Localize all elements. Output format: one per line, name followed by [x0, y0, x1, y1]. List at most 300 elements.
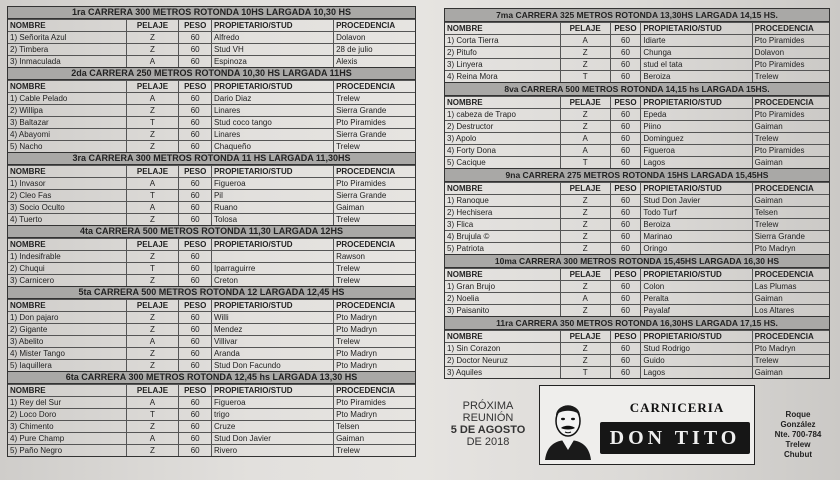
coat: Z — [126, 214, 179, 226]
horse-name: 5) Nacho — [8, 141, 126, 153]
race-title: 9na CARRERA 275 METROS ROTONDA 15HS LARGADA 15,45HS — [445, 169, 829, 182]
table-header-row — [8, 300, 415, 312]
coat: A — [126, 397, 179, 409]
column-header-origin: PROCEDENCIA — [334, 300, 415, 312]
horse-name: 3) Apolo — [445, 133, 560, 145]
owner: Figueroa — [211, 397, 333, 409]
race-table — [8, 299, 415, 371]
table-row — [8, 44, 415, 56]
column-header-pelaje: PELAJE — [560, 331, 610, 343]
table-row — [8, 93, 415, 105]
race-table — [445, 22, 829, 82]
table-row — [445, 293, 829, 305]
ad-title: CARNICERIA — [629, 400, 725, 415]
origin: Pto Piramides — [334, 117, 415, 129]
owner: Creton — [211, 275, 333, 287]
table-row — [8, 433, 415, 445]
next-meeting-line2: REUNIÓN — [462, 412, 514, 424]
origin: Telsen — [752, 207, 829, 219]
horse-name: 2) Gigante — [8, 324, 126, 336]
next-meeting-year: DE 2018 — [466, 436, 510, 448]
race-table — [445, 182, 829, 254]
origin: Rawson — [334, 251, 415, 263]
table-header-row — [8, 239, 415, 251]
owner: Stud VH — [211, 44, 333, 56]
table-row — [445, 157, 829, 169]
race-block — [7, 286, 416, 371]
right-column — [444, 8, 830, 379]
owner: Lagos — [641, 367, 752, 379]
column-header-origin: PROCEDENCIA — [334, 81, 415, 93]
horse-name: 2) Cleo Fas — [8, 190, 126, 202]
column-header-peso: PESO — [179, 81, 212, 93]
coat: A — [560, 293, 610, 305]
horse-name: 4) Reina Mora — [445, 71, 560, 83]
weight: 60 — [179, 190, 212, 202]
table-row — [445, 59, 829, 71]
horse-name: 4) Brujula © — [445, 231, 560, 243]
column-header-peso: PESO — [179, 300, 212, 312]
left-column — [7, 6, 416, 457]
coat: Z — [126, 105, 179, 117]
owner: Stud Don Javier — [211, 433, 333, 445]
column-header-origin: PROCEDENCIA — [752, 331, 829, 343]
table-header-row — [445, 183, 829, 195]
coat: Z — [560, 281, 610, 293]
table-header-row — [8, 166, 415, 178]
weight: 60 — [610, 355, 641, 367]
table-row — [445, 305, 829, 317]
table-header-row — [445, 331, 829, 343]
horse-name: 3) Aquiles — [445, 367, 560, 379]
column-header-origin: PROCEDENCIA — [752, 183, 829, 195]
table-row — [8, 263, 415, 275]
table-header-row — [445, 269, 829, 281]
owner: Mendez — [211, 324, 333, 336]
weight: 60 — [610, 195, 641, 207]
horse-name: 4) Tuerto — [8, 214, 126, 226]
table-row — [445, 367, 829, 379]
coat: Z — [560, 121, 610, 133]
origin: Gaiman — [752, 293, 829, 305]
column-header-pelaje: PELAJE — [560, 269, 610, 281]
origin: Dolavon — [334, 32, 415, 44]
race-title: 4ta CARRERA 500 METROS ROTONDA 11,30 LARGADA 12HS — [8, 226, 415, 238]
weight: 60 — [179, 348, 212, 360]
table-row — [8, 56, 415, 68]
coat: Z — [126, 32, 179, 44]
race-title: 3ra CARRERA 300 METROS ROTONDA 11 HS LARGADA 11,30HS — [8, 153, 415, 165]
column-header-owner: PROPIETARIO/STUD — [211, 166, 333, 178]
race-block — [444, 82, 830, 168]
origin: Trelew — [334, 141, 415, 153]
table-row — [8, 32, 415, 44]
origin: Trelew — [334, 263, 415, 275]
weight: 60 — [610, 293, 641, 305]
column-header-peso: PESO — [179, 239, 212, 251]
owner: Cruze — [211, 421, 333, 433]
origin: Pto Madryn — [334, 348, 415, 360]
coat: T — [126, 190, 179, 202]
horse-name: 1) Cable Pelado — [8, 93, 126, 105]
coat: Z — [126, 421, 179, 433]
owner: Figueroa — [641, 145, 752, 157]
table-row — [8, 336, 415, 348]
next-meeting-line1: PRÓXIMA — [462, 400, 514, 412]
weight: 60 — [179, 214, 212, 226]
horse-name: 2) Loco Doro — [8, 409, 126, 421]
table-row — [445, 343, 829, 355]
table-header-row — [8, 20, 415, 32]
horse-name: 5) Iaquillera — [8, 360, 126, 372]
race-table — [8, 165, 415, 225]
race-table — [8, 19, 415, 67]
table-row — [8, 190, 415, 202]
origin: Pto Madryn — [334, 324, 415, 336]
table-row — [445, 35, 829, 47]
horse-name: 1) Señorita Azul — [8, 32, 126, 44]
horse-name: 1) Corta Tierra — [445, 35, 560, 47]
owner: Ruano — [211, 202, 333, 214]
origin: Sierra Grande — [334, 129, 415, 141]
origin: Pto Madryn — [334, 360, 415, 372]
table-row — [445, 121, 829, 133]
horse-name: 3) Abelito — [8, 336, 126, 348]
horse-name: 4) Forty Dona — [445, 145, 560, 157]
origin: Trelew — [752, 71, 829, 83]
owner: Stud Rodrigo — [641, 343, 752, 355]
weight: 60 — [179, 324, 212, 336]
table-row — [8, 105, 415, 117]
table-row — [8, 141, 415, 153]
coat: A — [126, 202, 179, 214]
race-block — [444, 254, 830, 316]
horse-name: 4) Abayomi — [8, 129, 126, 141]
race-title: 8va CARRERA 500 METROS ROTONDA 14,15 hs LARGADA 15HS. — [445, 83, 829, 96]
table-row — [8, 214, 415, 226]
coat: T — [560, 157, 610, 169]
owner: Beroiza — [641, 219, 752, 231]
weight: 60 — [179, 93, 212, 105]
table-row — [445, 195, 829, 207]
coat: T — [126, 409, 179, 421]
race-title: 2da CARRERA 250 METROS ROTONDA 10,30 HS LARGADA 11HS — [8, 68, 415, 80]
column-header-pelaje: PELAJE — [126, 81, 179, 93]
coat: Z — [126, 324, 179, 336]
weight: 60 — [610, 59, 641, 71]
owner: Payalaf — [641, 305, 752, 317]
race-title: 11ra CARRERA 350 METROS ROTONDA 16,30HS LARGADA 17,15 HS. — [445, 317, 829, 330]
butcher-ad — [539, 385, 755, 465]
coat: A — [126, 433, 179, 445]
horse-name: 3) Linyera — [445, 59, 560, 71]
column-header-pelaje: PELAJE — [126, 239, 179, 251]
weight: 60 — [179, 117, 212, 129]
weight: 60 — [179, 251, 212, 263]
column-header-name: NOMBRE — [8, 300, 126, 312]
race-block — [444, 8, 830, 82]
table-row — [445, 133, 829, 145]
coat: Z — [560, 195, 610, 207]
column-header-name: NOMBRE — [8, 166, 126, 178]
race-block — [7, 152, 416, 225]
column-header-owner: PROPIETARIO/STUD — [211, 300, 333, 312]
owner: Colon — [641, 281, 752, 293]
weight: 60 — [610, 281, 641, 293]
table-row — [445, 145, 829, 157]
column-header-peso: PESO — [179, 20, 212, 32]
coat: Z — [126, 360, 179, 372]
column-header-pelaje: PELAJE — [560, 183, 610, 195]
column-header-origin: PROCEDENCIA — [752, 97, 829, 109]
weight: 60 — [610, 343, 641, 355]
column-header-peso: PESO — [610, 183, 641, 195]
weight: 60 — [179, 360, 212, 372]
horse-name: 3) Baltazar — [8, 117, 126, 129]
horse-name: 3) Chimento — [8, 421, 126, 433]
column-header-peso: PESO — [610, 23, 641, 35]
table-row — [445, 355, 829, 367]
weight: 60 — [610, 207, 641, 219]
coat: Z — [560, 243, 610, 255]
horse-name: 5) Cacique — [445, 157, 560, 169]
horse-name: 4) Pure Champ — [8, 433, 126, 445]
column-header-name: NOMBRE — [8, 239, 126, 251]
origin: Trelew — [752, 355, 829, 367]
origin: Pto Piramides — [752, 35, 829, 47]
horse-name: 1) Gran Brujo — [445, 281, 560, 293]
race-table — [8, 80, 415, 152]
column-header-owner: PROPIETARIO/STUD — [211, 385, 333, 397]
table-row — [8, 360, 415, 372]
weight: 60 — [179, 409, 212, 421]
coat: Z — [560, 305, 610, 317]
horse-name: 1) Don pajaro — [8, 312, 126, 324]
column-header-pelaje: PELAJE — [560, 97, 610, 109]
owner: Stud coco tango — [211, 117, 333, 129]
owner: Marinao — [641, 231, 752, 243]
horse-name: 4) Mister Tango — [8, 348, 126, 360]
column-header-owner: PROPIETARIO/STUD — [211, 239, 333, 251]
weight: 60 — [179, 56, 212, 68]
race-block — [444, 168, 830, 254]
address-line: Nte. 700-784 — [774, 430, 822, 439]
column-header-peso: PESO — [179, 385, 212, 397]
owner: Lagos — [641, 157, 752, 169]
origin: Las Plumas — [752, 281, 829, 293]
weight: 60 — [179, 312, 212, 324]
horse-name: 3) Inmaculada — [8, 56, 126, 68]
horse-name: 2) Willipa — [8, 105, 126, 117]
origin: Sierra Grande — [334, 190, 415, 202]
origin: 28 de julio — [334, 44, 415, 56]
race-title: 7ma CARRERA 325 METROS ROTONDA 13,30HS LARGADA 14,15 HS. — [445, 9, 829, 22]
weight: 60 — [179, 32, 212, 44]
origin: Sierra Grande — [752, 231, 829, 243]
table-row — [8, 397, 415, 409]
column-header-pelaje: PELAJE — [126, 385, 179, 397]
next-meeting-date: 5 DE AGOSTO — [450, 424, 526, 436]
owner: Stud Don Facundo — [211, 360, 333, 372]
weight: 60 — [179, 263, 212, 275]
coat: Z — [126, 251, 179, 263]
origin: Trelew — [334, 275, 415, 287]
column-header-name: NOMBRE — [445, 331, 560, 343]
horse-name: 1) Sin Corazon — [445, 343, 560, 355]
table-row — [445, 281, 829, 293]
column-header-peso: PESO — [610, 331, 641, 343]
owner: Peralta — [641, 293, 752, 305]
horse-name: 2) Timbera — [8, 44, 126, 56]
horse-name: 1) Invasor — [8, 178, 126, 190]
horse-name: 3) Paisanito — [445, 305, 560, 317]
table-header-row — [445, 97, 829, 109]
owner: Todo Turf — [641, 207, 752, 219]
table-row — [445, 243, 829, 255]
table-row — [8, 117, 415, 129]
table-row — [8, 445, 415, 457]
column-header-name: NOMBRE — [445, 269, 560, 281]
coat: Z — [126, 141, 179, 153]
column-header-owner: PROPIETARIO/STUD — [641, 97, 752, 109]
race-table — [8, 384, 415, 456]
weight: 60 — [179, 141, 212, 153]
horse-name: 2) Noelia — [445, 293, 560, 305]
table-row — [445, 219, 829, 231]
address-line: González — [780, 420, 816, 429]
origin: Trelew — [752, 133, 829, 145]
origin: Gaiman — [752, 157, 829, 169]
column-header-origin: PROCEDENCIA — [334, 239, 415, 251]
owner: Stud Don Javier — [641, 195, 752, 207]
origin: Trelew — [334, 93, 415, 105]
horse-name: 2) Chuqui — [8, 263, 126, 275]
owner: trigo — [211, 409, 333, 421]
weight: 60 — [179, 202, 212, 214]
column-header-pelaje: PELAJE — [560, 23, 610, 35]
weight: 60 — [179, 105, 212, 117]
horse-name: 1) cabeza de Trapo — [445, 109, 560, 121]
race-block — [7, 67, 416, 152]
owner — [211, 251, 333, 263]
column-header-pelaje: PELAJE — [126, 20, 179, 32]
coat: T — [560, 71, 610, 83]
owner: Espinoza — [211, 56, 333, 68]
table-row — [8, 178, 415, 190]
race-block — [7, 225, 416, 286]
coat: T — [560, 367, 610, 379]
weight: 60 — [610, 231, 641, 243]
weight: 60 — [610, 145, 641, 157]
column-header-owner: PROPIETARIO/STUD — [641, 331, 752, 343]
column-header-owner: PROPIETARIO/STUD — [641, 269, 752, 281]
column-header-name: NOMBRE — [8, 20, 126, 32]
origin: Trelew — [752, 219, 829, 231]
owner: Tolosa — [211, 214, 333, 226]
column-header-origin: PROCEDENCIA — [334, 166, 415, 178]
weight: 60 — [610, 157, 641, 169]
origin: Telsen — [334, 421, 415, 433]
coat: A — [560, 133, 610, 145]
coat: Z — [560, 219, 610, 231]
coat: Z — [560, 207, 610, 219]
coat: A — [126, 93, 179, 105]
origin: Alexis — [334, 56, 415, 68]
column-header-owner: PROPIETARIO/STUD — [641, 183, 752, 195]
coat: Z — [560, 355, 610, 367]
owner: Aranda — [211, 348, 333, 360]
table-header-row — [445, 23, 829, 35]
horse-name: 1) Indesifrable — [8, 251, 126, 263]
race-block — [444, 316, 830, 379]
horse-name: 1) Ranoque — [445, 195, 560, 207]
origin: Pto Madryn — [334, 312, 415, 324]
coat: Z — [560, 109, 610, 121]
coat: A — [126, 56, 179, 68]
horse-name: 2) Hechisera — [445, 207, 560, 219]
column-header-owner: PROPIETARIO/STUD — [641, 23, 752, 35]
table-row — [445, 47, 829, 59]
weight: 60 — [179, 275, 212, 287]
owner: Willi — [211, 312, 333, 324]
origin: Trelew — [334, 336, 415, 348]
column-header-pelaje: PELAJE — [126, 300, 179, 312]
owner: Chaqueño — [211, 141, 333, 153]
origin: Pto Madryn — [752, 343, 829, 355]
weight: 60 — [610, 35, 641, 47]
owner: Dario Diaz — [211, 93, 333, 105]
race-title: 6ta CARRERA 300 METROS ROTONDA 12,45 hs LARGADA 13,30 HS — [8, 372, 415, 384]
weight: 60 — [179, 336, 212, 348]
column-header-name: NOMBRE — [445, 97, 560, 109]
origin: Dolavon — [752, 47, 829, 59]
horse-name: 3) Socio Oculto — [8, 202, 126, 214]
race-table — [8, 238, 415, 286]
weight: 60 — [179, 445, 212, 457]
weight: 60 — [179, 44, 212, 56]
table-header-row — [8, 81, 415, 93]
coat: T — [126, 263, 179, 275]
column-header-owner: PROPIETARIO/STUD — [211, 81, 333, 93]
weight: 60 — [610, 109, 641, 121]
column-header-name: NOMBRE — [8, 81, 126, 93]
table-header-row — [8, 385, 415, 397]
coat: A — [560, 145, 610, 157]
coat: T — [126, 117, 179, 129]
column-header-peso: PESO — [610, 269, 641, 281]
column-header-pelaje: PELAJE — [126, 166, 179, 178]
horse-name: 2) Destructor — [445, 121, 560, 133]
coat: Z — [560, 59, 610, 71]
weight: 60 — [179, 421, 212, 433]
race-block — [7, 371, 416, 457]
owner: Guido — [641, 355, 752, 367]
owner: Figueroa — [211, 178, 333, 190]
ad-shop-name: DON TITO — [600, 422, 750, 454]
coat: Z — [126, 445, 179, 457]
owner: Idiarte — [641, 35, 752, 47]
column-header-peso: PESO — [179, 166, 212, 178]
coat: Z — [126, 275, 179, 287]
column-header-origin: PROCEDENCIA — [334, 385, 415, 397]
race-table — [445, 96, 829, 168]
origin: Pto Madryn — [334, 409, 415, 421]
owner: Iparraguirre — [211, 263, 333, 275]
weight: 60 — [610, 219, 641, 231]
weight: 60 — [179, 129, 212, 141]
origin: Pto Madryn — [752, 243, 829, 255]
weight: 60 — [610, 367, 641, 379]
